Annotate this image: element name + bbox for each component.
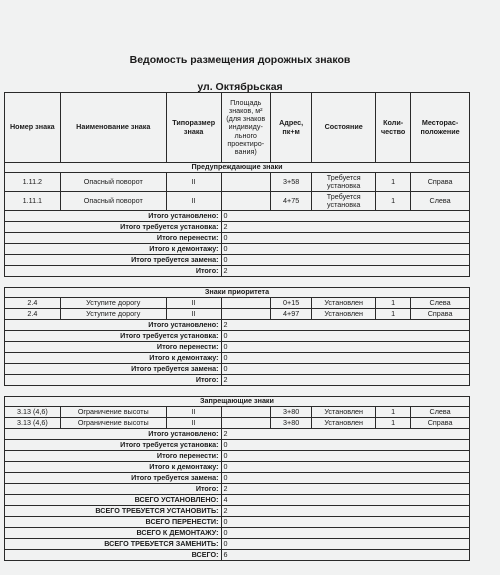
subtotal-label: Итого к демонтажу:: [5, 462, 222, 473]
document-title: Ведомость размещения дорожных знаков: [129, 54, 351, 66]
grand-total-label: ВСЕГО ТРЕБУЕТСЯ УСТАНОВИТЬ:: [5, 506, 222, 517]
grand-total-row: [5, 528, 470, 539]
cell-count: 1: [376, 418, 411, 429]
subtotal-value: 0: [221, 364, 470, 375]
section-header: [5, 163, 470, 173]
subtotal-label: Итого перенести:: [5, 342, 222, 353]
cell-number: 1.11.1: [5, 192, 61, 211]
cell-state: Установлен: [312, 407, 376, 418]
cell-address: 4+97: [270, 309, 311, 320]
subtotal-value: 2: [221, 266, 470, 277]
cell-location: Справа: [411, 418, 470, 429]
subtotal-label: Итого требуется установка:: [5, 440, 222, 451]
cell-address: 3+80: [270, 407, 311, 418]
section-title: Знаки приоритета: [5, 288, 470, 298]
cell-address: 3+58: [270, 173, 311, 192]
section-gap: [5, 386, 470, 397]
grand-total-value: 0: [221, 539, 470, 550]
cell-number: 1.11.2: [5, 173, 61, 192]
subtotal-value: 0: [221, 451, 470, 462]
subtotal-value: 2: [221, 222, 470, 233]
grand-total-value: 2: [221, 506, 470, 517]
cell-count: 1: [376, 192, 411, 211]
cell-address: 3+80: [270, 418, 311, 429]
subtotal-move: [5, 342, 470, 353]
sign-row: [5, 173, 470, 192]
subtotal-label: Итого установлено:: [5, 320, 222, 331]
cell-location: Справа: [411, 309, 470, 320]
subtotal-label: Итого перенести:: [5, 451, 222, 462]
cell-number: 2.4: [5, 309, 61, 320]
subtotal-installed: [5, 429, 470, 440]
cell-state: Установлен: [312, 309, 376, 320]
col-header-number: Номер знака: [5, 93, 61, 163]
subtotal-label: Итого установлено:: [5, 211, 222, 222]
cell-area: [221, 298, 270, 309]
cell-size: II: [166, 298, 221, 309]
section-title: Предупреждающие знаки: [5, 163, 470, 173]
cell-location: Справа: [411, 173, 470, 192]
cell-size: II: [166, 309, 221, 320]
cell-count: 1: [376, 173, 411, 192]
subtotal-replace: [5, 255, 470, 266]
subtotal-label: Итого:: [5, 484, 222, 495]
subtotal-move: [5, 451, 470, 462]
cell-location: Слева: [411, 192, 470, 211]
grand-total-label: ВСЕГО ПЕРЕНЕСТИ:: [5, 517, 222, 528]
subtotal-value: 0: [221, 244, 470, 255]
cell-state: Требуется установка: [312, 173, 376, 192]
subtotal-value: 0: [221, 353, 470, 364]
subtotal-value: 2: [221, 320, 470, 331]
cell-area: [221, 418, 270, 429]
subtotal-label: Итого перенести:: [5, 233, 222, 244]
subtotal-value: 0: [221, 462, 470, 473]
subtotal-label: Итого:: [5, 375, 222, 386]
subtotal-installed: [5, 211, 470, 222]
grand-total-row: [5, 495, 470, 506]
subtotal-value: 0: [221, 255, 470, 266]
subtotal-value: 0: [221, 211, 470, 222]
subtotal-value: 2: [221, 375, 470, 386]
grand-total-value: 4: [221, 495, 470, 506]
subtotal-label: Итого к демонтажу:: [5, 353, 222, 364]
subtotal-total: [5, 266, 470, 277]
cell-number: 3.13 (4,6): [5, 407, 61, 418]
cell-number: 2.4: [5, 298, 61, 309]
subtotal-value: 0: [221, 233, 470, 244]
subtotal-label: Итого требуется замена:: [5, 364, 222, 375]
cell-area: [221, 192, 270, 211]
subtotal-value: 0: [221, 473, 470, 484]
subtotal-dismantle: [5, 244, 470, 255]
col-header-location: Месторас-положение: [411, 93, 470, 163]
subtotal-value: 0: [221, 440, 470, 451]
grand-total-value: 0: [221, 517, 470, 528]
cell-count: 1: [376, 309, 411, 320]
subtotal-total: [5, 375, 470, 386]
subtotal-replace: [5, 364, 470, 375]
subtotal-value: 2: [221, 429, 470, 440]
col-header-state: Состояние: [312, 93, 376, 163]
subtotal-label: Итого к демонтажу:: [5, 244, 222, 255]
cell-state: Установлен: [312, 418, 376, 429]
subtotal-installed: [5, 320, 470, 331]
sign-row: [5, 192, 470, 211]
subtotal-dismantle: [5, 353, 470, 364]
subtotal-need_install: [5, 331, 470, 342]
street-name: ул. Октябрьская: [197, 81, 283, 93]
cell-size: II: [166, 418, 221, 429]
cell-location: Слева: [411, 407, 470, 418]
subtotal-need_install: [5, 440, 470, 451]
section-title: Запрещающие знаки: [5, 397, 470, 407]
subtotal-dismantle: [5, 462, 470, 473]
subtotal-total: [5, 484, 470, 495]
subtotal-replace: [5, 473, 470, 484]
sign-row: [5, 309, 470, 320]
cell-name: Уступите дорогу: [60, 298, 166, 309]
cell-state: Установлен: [312, 298, 376, 309]
cell-count: 1: [376, 407, 411, 418]
cell-name: Уступите дорогу: [60, 309, 166, 320]
subtotal-label: Итого требуется установка:: [5, 222, 222, 233]
grand-total-label: ВСЕГО ТРЕБУЕТСЯ ЗАМЕНИТЬ:: [5, 539, 222, 550]
col-header-count: Коли-чество: [376, 93, 411, 163]
subtotal-label: Итого требуется замена:: [5, 473, 222, 484]
subtotal-value: 0: [221, 342, 470, 353]
cell-name: Опасный поворот: [60, 173, 166, 192]
sign-row: [5, 298, 470, 309]
cell-area: [221, 309, 270, 320]
cell-address: 4+75: [270, 192, 311, 211]
subtotal-label: Итого требуется замена:: [5, 255, 222, 266]
col-header-area: Площадь знаков, м² (для знаков индивиду-льного проектиро-вания): [221, 93, 270, 163]
cell-location: Слева: [411, 298, 470, 309]
cell-count: 1: [376, 298, 411, 309]
grand-total-row: [5, 550, 470, 561]
grand-total-value: 0: [221, 528, 470, 539]
col-header-name: Наименование знака: [60, 93, 166, 163]
col-header-size: Типоразмер знака: [166, 93, 221, 163]
grand-total-label: ВСЕГО УСТАНОВЛЕНО:: [5, 495, 222, 506]
cell-state: Требуется установка: [312, 192, 376, 211]
cell-name: Ограничение высоты: [60, 407, 166, 418]
cell-name: Ограничение высоты: [60, 418, 166, 429]
sign-row: [5, 418, 470, 429]
subtotal-label: Итого установлено:: [5, 429, 222, 440]
cell-size: II: [166, 173, 221, 192]
cell-area: [221, 407, 270, 418]
grand-total-row: [5, 506, 470, 517]
grand-total-value: 6: [221, 550, 470, 561]
subtotal-label: Итого требуется установка:: [5, 331, 222, 342]
table-body: [5, 163, 470, 561]
subtotal-label: Итого:: [5, 266, 222, 277]
subtotal-need_install: [5, 222, 470, 233]
cell-name: Опасный поворот: [60, 192, 166, 211]
section-gap: [5, 277, 470, 288]
grand-total-label: ВСЕГО К ДЕМОНТАЖУ:: [5, 528, 222, 539]
grand-total-row: [5, 517, 470, 528]
sign-row: [5, 407, 470, 418]
section-header: [5, 288, 470, 298]
cell-size: II: [166, 407, 221, 418]
header-row: [5, 93, 470, 163]
subtotal-value: 0: [221, 331, 470, 342]
cell-number: 3.13 (4,6): [5, 418, 61, 429]
col-header-address: Адрес, пк+м: [270, 93, 311, 163]
subtotal-move: [5, 233, 470, 244]
cell-address: 0+15: [270, 298, 311, 309]
cell-area: [221, 173, 270, 192]
grand-total-label: ВСЕГО:: [5, 550, 222, 561]
cell-size: II: [166, 192, 221, 211]
grand-total-row: [5, 539, 470, 550]
section-header: [5, 397, 470, 407]
subtotal-value: 2: [221, 484, 470, 495]
signs-table: [4, 92, 470, 561]
